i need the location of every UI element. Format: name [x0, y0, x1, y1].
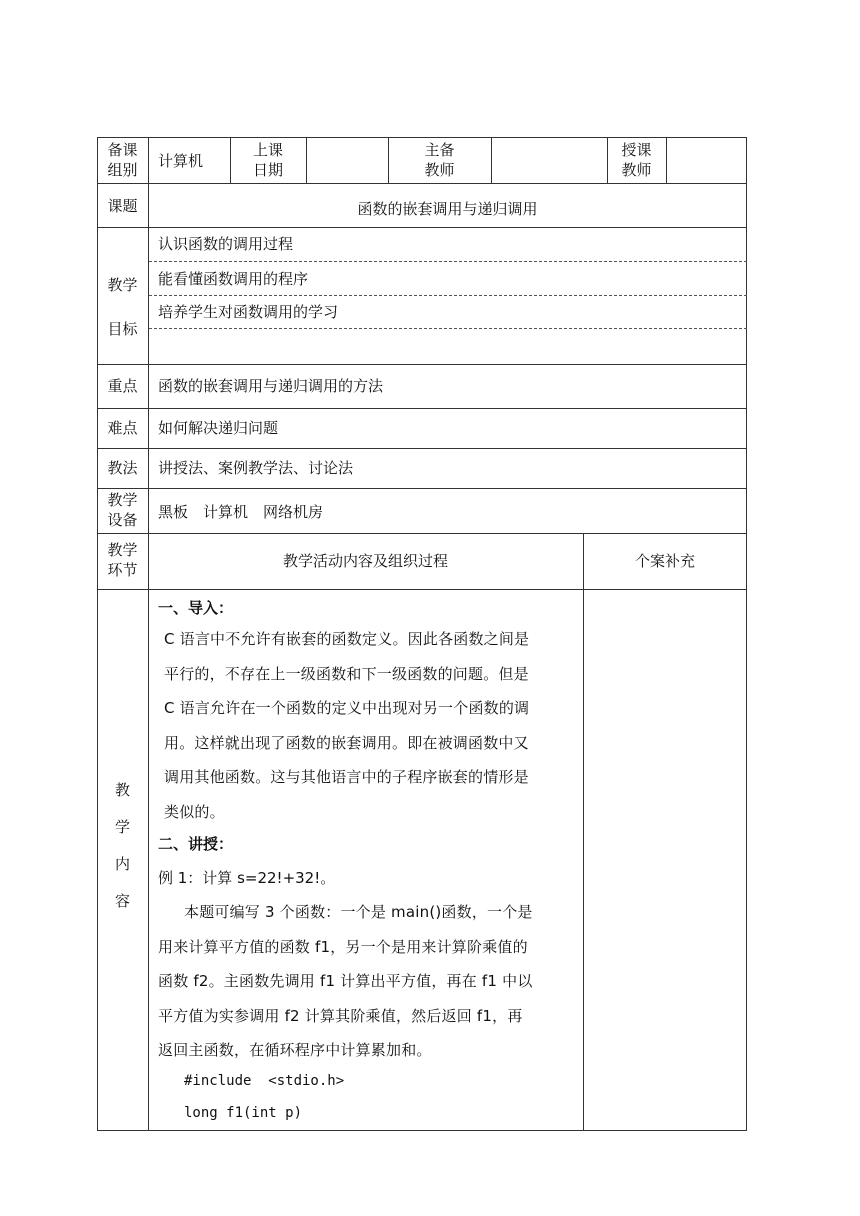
group-label-line: 备课 — [107, 141, 138, 159]
side-label-char: 学 — [114, 818, 130, 836]
equipment-label-line: 教学 — [107, 491, 138, 509]
equipment-value: 黑板 计算机 网络机房 — [158, 503, 324, 521]
row-divider — [97, 364, 747, 365]
side-label-char: 教 — [114, 781, 130, 799]
side-label-char: 容 — [114, 892, 130, 910]
col-divider — [148, 137, 149, 1131]
objectives-label-line: 目标 — [107, 320, 138, 338]
objective-item: 能看懂函数调用的程序 — [158, 270, 309, 288]
objectives-label — [97, 263, 148, 351]
code-line: #include <stdio.h> — [184, 1073, 345, 1089]
side-label-char: 内 — [114, 855, 130, 873]
topic-value: 函数的嵌套调用与递归调用 — [357, 200, 538, 218]
method-value: 讲授法、案例教学法、讨论法 — [158, 459, 354, 477]
paragraph-line: 本题可编写 3 个函数：一个是 main()函数，一个是 — [184, 903, 533, 921]
paragraph-line: 平行的，不存在上一级函数和下一级函数的问题。但是 — [164, 664, 529, 683]
section1-body — [164, 622, 584, 829]
paragraph-line: 用。这样就出现了函数的嵌套调用。即在被调函数中又 — [164, 733, 529, 752]
equipment-label-line: 设备 — [107, 511, 138, 529]
objective-item: 培养学生对函数调用的学习 — [158, 303, 339, 321]
paragraph-line: 平方值为实参调用 f2 计算其阶乘值，然后返回 f1，再 — [158, 1006, 523, 1025]
code-line: long f1(int p) — [184, 1105, 303, 1121]
activity-column-header: 教学活动内容及组织过程 — [282, 552, 448, 570]
difficulty-label: 难点 — [107, 419, 138, 437]
main-teacher-label-line: 主备 — [424, 141, 455, 159]
date-label — [230, 140, 306, 180]
paragraph-line: 类似的。 — [164, 802, 225, 821]
topic-label: 课题 — [107, 197, 138, 215]
process-label-line: 教学 — [107, 541, 138, 559]
difficulty-value: 如何解决递归问题 — [158, 419, 279, 437]
equipment-label — [97, 490, 148, 530]
section2-body — [158, 895, 578, 1068]
objective-divider — [149, 261, 747, 262]
row-divider — [97, 227, 747, 228]
paragraph-line: 用来计算平方值的函数 f1，另一个是用来计算阶乘值的 — [158, 937, 528, 956]
section1-title: 一、导入： — [158, 599, 234, 617]
paragraph-line: C 语言中不允许有嵌套的函数定义。因此各函数之间是 — [164, 630, 530, 648]
process-label — [97, 540, 148, 580]
paragraph-line: 返回主函数，在循环程序中计算累加和。 — [158, 1041, 432, 1059]
objective-item: 认识函数的调用过程 — [158, 235, 294, 253]
paragraph-line: 调用其他函数。这与其他语言中的子程序嵌套的情形是 — [164, 768, 529, 786]
col-divider — [306, 137, 307, 183]
row-divider — [97, 448, 747, 449]
example-line: 例 1：计算 s=22!+32!。 — [158, 869, 336, 887]
objective-divider — [149, 328, 747, 329]
paragraph-line: C 语言允许在一个函数的定义中出现对另一个函数的调 — [164, 699, 530, 717]
group-value: 计算机 — [158, 152, 204, 170]
section2-title: 二、讲授： — [158, 835, 234, 853]
objectives-label-line: 教学 — [107, 276, 138, 294]
row-divider — [97, 408, 747, 409]
row-divider — [97, 183, 747, 184]
paragraph-line: 函数 f2。主函数先调用 f1 计算出平方值，再在 f1 中以 — [158, 972, 533, 990]
col-divider — [666, 137, 667, 183]
main-teacher-label — [388, 140, 491, 180]
key-point-value: 函数的嵌套调用与递归调用的方法 — [158, 377, 384, 395]
row-divider — [97, 589, 747, 590]
date-label-line: 上课 — [252, 141, 283, 159]
teacher-label-line: 教师 — [621, 161, 652, 179]
main-teacher-label-line: 教师 — [424, 161, 455, 179]
objective-divider — [149, 295, 747, 296]
group-label — [97, 140, 148, 180]
row-divider — [97, 488, 747, 489]
teacher-label — [607, 140, 666, 180]
supplement-column-header: 个案补充 — [634, 552, 695, 570]
row-divider — [97, 533, 747, 534]
process-label-line: 环节 — [107, 561, 138, 579]
group-label-line: 组别 — [107, 161, 138, 179]
col-divider — [491, 137, 492, 183]
method-label: 教法 — [107, 459, 138, 477]
content-side-label — [97, 772, 148, 920]
teacher-label-line: 授课 — [621, 141, 652, 159]
date-label-line: 日期 — [252, 161, 283, 179]
key-point-label: 重点 — [107, 377, 138, 395]
